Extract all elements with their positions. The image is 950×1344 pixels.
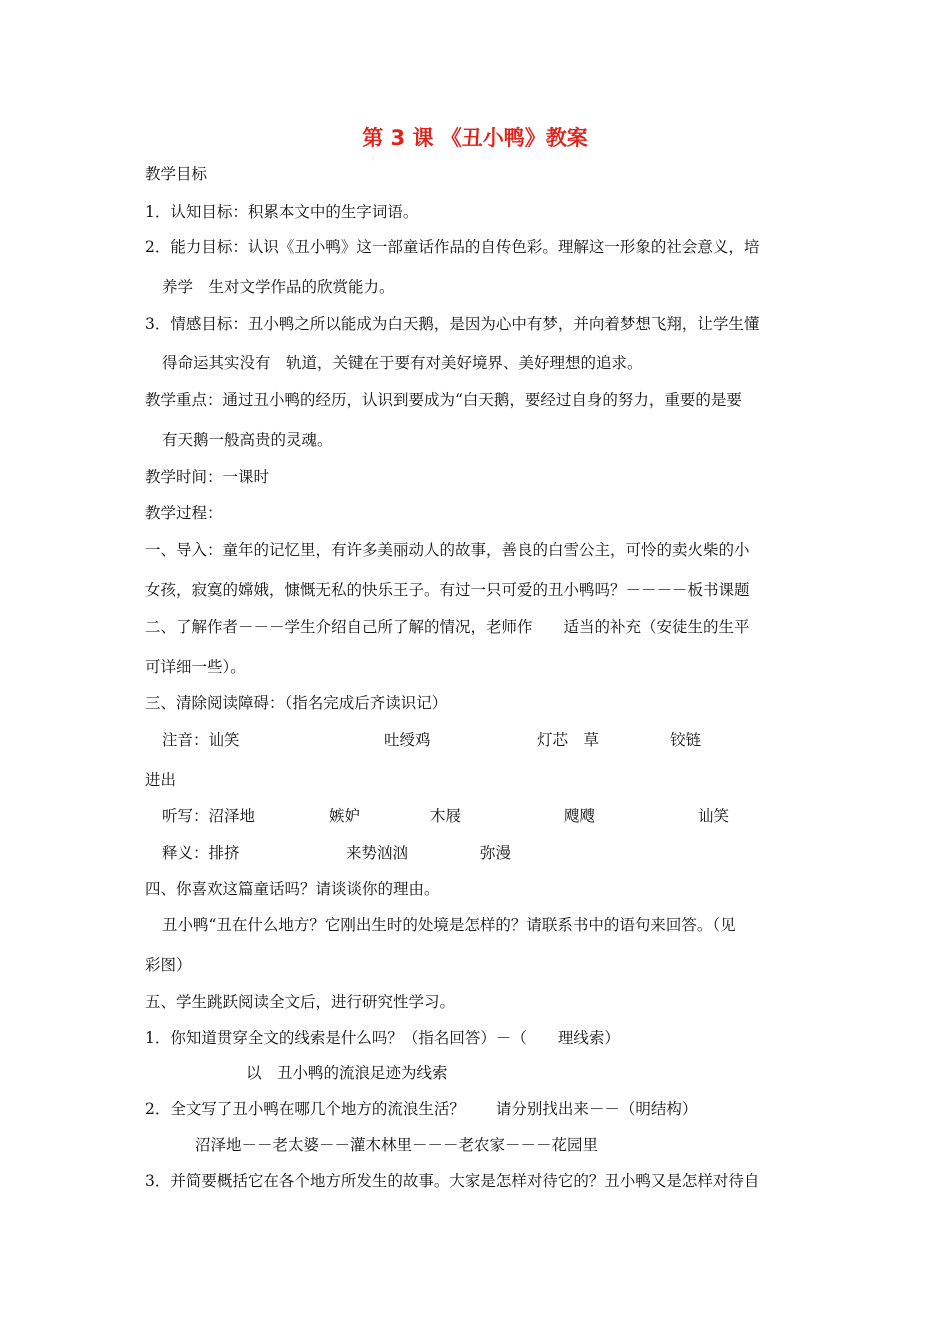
vocab-item: 注音：讪笑 [162, 731, 240, 749]
text-line: 3．情感目标：丑小鸭之所以能成为白天鹅，是因为心中有梦，并向着梦想飞翔，让学生懂 [145, 315, 760, 333]
text-line: 三、清除阅读障碍：（指名完成后齐读识记） [145, 694, 448, 712]
vocab-item: 灯芯 草 [537, 731, 600, 749]
text-line: 沼泽地－－老太婆－－灌木林里－－－老农家－－－花园里 [195, 1136, 599, 1154]
text-line: 1．认知目标：积累本文中的生字词语。 [145, 203, 419, 221]
text-line: 教学时间：一课时 [145, 468, 270, 486]
text-line: 以 丑小鸭的流浪足迹为线索 [246, 1064, 448, 1082]
text-line: 一、导入：童年的记忆里，有许多美丽动人的故事，善良的白雪公主，可怜的卖火柴的小 [145, 541, 750, 559]
vocab-item: 讪笑 [698, 807, 730, 825]
section-heading: 教学目标 [145, 165, 208, 183]
text-line: 2．全文写了丑小鸭在哪几个地方的流浪生活？ 请分别找出来－－（明结构） [145, 1100, 698, 1118]
text-line: 1．你知道贯穿全文的线索是什么吗？（指名回答）－（ 理线索） [145, 1029, 620, 1047]
text-line: 教学过程： [145, 504, 223, 522]
vocab-item: 木屐 [430, 807, 462, 825]
text-line: 3．并简要概括它在各个地方所发生的故事。大家是怎样对待它的？丑小鸭又是怎样对待自 [145, 1172, 760, 1190]
vocab-item: 嫉妒 [329, 807, 361, 825]
page-title: 第 3 课 《丑小鸭》教案 [362, 126, 588, 150]
vocab-item: 飕飕 [564, 807, 596, 825]
vocab-item: 进出 [145, 771, 177, 789]
text-line: 五、学生跳跃阅读全文后，进行研究性学习。 [145, 993, 456, 1011]
text-line: 得命运其实没有 轨道，关键在于要有对美好境界、美好理想的追求。 [162, 354, 643, 372]
text-line: 丑小鸭“丑在什么地方？它刚出生时的处境是怎样的？请联系书中的语句来回答。（见 [162, 916, 736, 934]
vocab-item: 铰链 [670, 731, 702, 749]
vocab-item: 弥漫 [480, 844, 512, 862]
text-line: 养学 生对文学作品的欣赏能力。 [162, 278, 395, 296]
vocab-item: 释义：排挤 [162, 844, 240, 862]
text-line: 彩图） [145, 956, 192, 974]
vocab-item: 听写：沼泽地 [162, 807, 256, 825]
text-line: 二、了解作者－－－学生介绍自己所了解的情况，老师作 适当的补充（安徒生的生平 [145, 618, 750, 636]
text-line: 女孩，寂寞的嫦娥，慷慨无私的快乐王子。有过一只可爱的丑小鸭吗？－－－－板书课题 [145, 581, 750, 599]
vocab-item: 吐绶鸡 [384, 731, 431, 749]
text-line: 可详细一些）。 [145, 658, 246, 676]
vocab-item: 来势汹汹 [346, 844, 409, 862]
text-line: 教学重点：通过丑小鸭的经历，认识到要成为“白天鹅，要经过自身的努力，重要的是要 [145, 391, 742, 409]
text-line: 2．能力目标：认识《丑小鸭》这一部童话作品的自传色彩。理解这一形象的社会意义，培 [145, 238, 760, 256]
text-line: 有天鹅一般高贵的灵魂。 [162, 431, 333, 449]
text-line: 四、你喜欢这篇童话吗？请谈谈你的理由。 [145, 880, 440, 898]
